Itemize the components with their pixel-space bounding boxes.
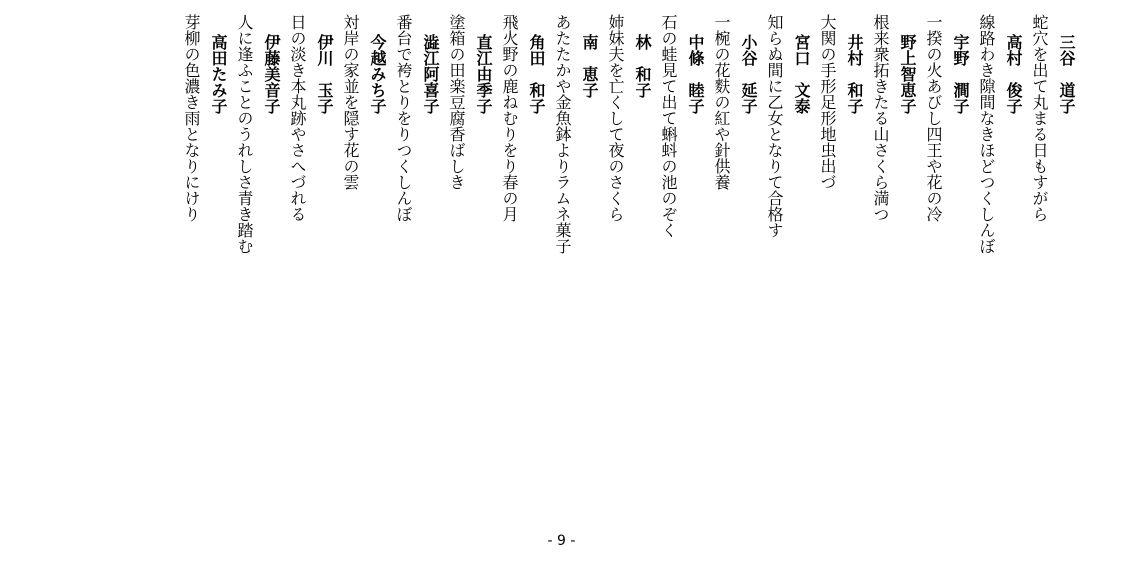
haiku-entry	[869, 14, 918, 514]
author-name: 中條 睦子	[686, 34, 705, 114]
haiku-entry	[1028, 14, 1077, 514]
haiku-verse: 飛火野の鹿ねむりをり春の月	[500, 14, 519, 222]
haiku-verse: 一揆の火あびし四王や花の冷	[924, 14, 943, 222]
haiku-entry	[975, 14, 1024, 514]
author-name: 井村 和子	[845, 34, 864, 114]
haiku-entry	[922, 14, 971, 514]
author-name: 伊藤美音子	[262, 34, 281, 114]
author-name: 南 恵子	[580, 34, 599, 98]
author-name: 三谷 道子	[1057, 34, 1076, 114]
haiku-entry	[710, 14, 759, 514]
author-name: 伊川 玉子	[315, 34, 334, 114]
haiku-verse: 日の淡き本丸跡やさへづれる	[288, 14, 307, 222]
haiku-verse: 大関の手形足形地虫出づ	[818, 14, 837, 190]
haiku-verse: 芽柳の色濃き雨となりにけり	[182, 14, 201, 222]
author-name: 直江由季子	[474, 34, 493, 114]
haiku-verse: 塗箱の田楽豆腐香ばしき	[447, 14, 466, 190]
author-name: 高田たみ子	[209, 34, 228, 114]
haiku-verse: 線路わき隙間なきほどつくしんぼ	[977, 14, 996, 254]
haiku-verse: あたたかや金魚鉢よりラムネ菓子	[553, 14, 572, 254]
author-name: 宮口 文泰	[792, 34, 811, 114]
author-name: 高村 俊子	[1004, 34, 1023, 114]
author-name: 宇野 澗子	[951, 34, 970, 114]
page-number: - 9 -	[547, 533, 576, 549]
haiku-verse: 番台で袴とりをりつくしんぼ	[394, 14, 413, 222]
haiku-entry	[763, 14, 812, 514]
haiku-entry	[233, 14, 282, 514]
haiku-entry	[604, 14, 653, 514]
haiku-entry	[498, 14, 547, 514]
haiku-entry	[551, 14, 600, 514]
haiku-verse: 蛇穴を出て丸まる日もすがら	[1030, 14, 1049, 222]
author-name: 林 和子	[633, 34, 652, 98]
haiku-entry	[180, 14, 229, 514]
haiku-verse: 根来衆拓きたる山さくら満つ	[871, 14, 890, 222]
haiku-entry	[445, 14, 494, 514]
haiku-verse: 知らぬ間に乙女となりて合格す	[765, 14, 784, 238]
haiku-list	[180, 14, 1077, 514]
author-name: 澁江阿喜子	[421, 34, 440, 114]
haiku-verse: 石の蛙見て出て蝌蚪の池のぞく	[659, 14, 678, 238]
haiku-entry	[816, 14, 865, 514]
author-name: 角田 和子	[527, 34, 546, 114]
author-name: 今越みち子	[368, 34, 387, 114]
haiku-verse: 姉妹夫を亡くして夜のさくら	[606, 14, 625, 222]
haiku-entry	[286, 14, 335, 514]
haiku-entry	[657, 14, 706, 514]
haiku-verse: 対岸の家並を隠す花の雲	[341, 14, 360, 190]
haiku-entry	[339, 14, 388, 514]
haiku-verse: 一椀の花麩の紅や針供養	[712, 14, 731, 190]
author-name: 野上智恵子	[898, 34, 917, 114]
haiku-entry	[392, 14, 441, 514]
haiku-verse: 人に逢ふことのうれしさ青き踏む	[235, 14, 254, 254]
author-name: 小谷 延子	[739, 34, 758, 114]
